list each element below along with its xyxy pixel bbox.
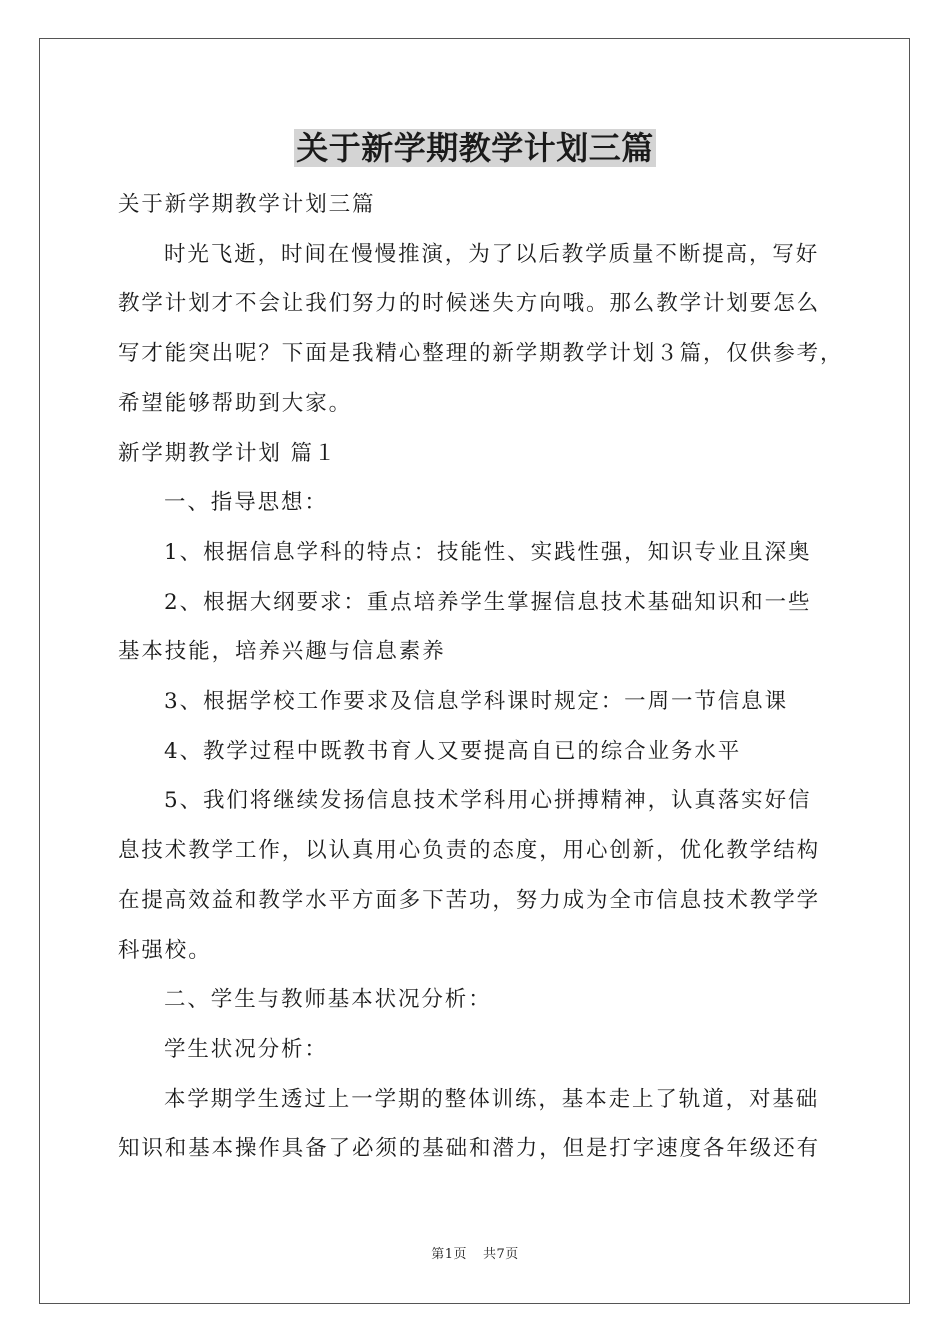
body-line: 本学期学生透过上一学期的整体训练，基本走上了轨道，对基础 <box>164 1086 820 1112</box>
body-line: 基本技能，培养兴趣与信息素养 <box>118 639 446 665</box>
body-line: 1、根据信息学科的特点：技能性、实践性强，知识专业且深奥 <box>164 539 812 565</box>
body-line: 新学期教学计划 篇１ <box>118 440 338 466</box>
document-body <box>118 180 844 1174</box>
body-line: 科强校。 <box>118 937 212 963</box>
document-title <box>0 126 950 170</box>
body-line: 5、我们将继续发扬信息技术学科用心拼搏精神，认真落实好信 <box>164 788 812 814</box>
body-line: 在提高效益和教学水平方面多下苦功，努力成为全市信息技术教学学 <box>118 887 821 913</box>
body-line: 学生状况分析： <box>164 1036 328 1062</box>
body-line: 4、教学过程中既教书育人又要提高自已的综合业务水平 <box>164 738 742 764</box>
body-line: 息技术教学工作，以认真用心负责的态度，用心创新，优化教学结构 <box>118 838 821 864</box>
body-line: 时光飞逝，时间在慢慢推演，为了以后教学质量不断提高，写好 <box>164 241 820 267</box>
page-total: 共7页 <box>483 1247 519 1262</box>
document-title-text: 关于新学期教学计划三篇 <box>296 129 654 167</box>
body-line: 2、根据大纲要求：重点培养学生掌握信息技术基础知识和一些 <box>164 589 812 615</box>
page-number: 第1页 <box>431 1247 467 1262</box>
body-line: 二、学生与教师基本状况分析： <box>164 987 492 1013</box>
body-line: 一、指导思想： <box>164 490 328 516</box>
body-line: 教学计划才不会让我们努力的时候迷失方向哦。那么教学计划要怎么 <box>118 291 821 317</box>
page-footer <box>0 1245 950 1265</box>
body-line: 知识和基本操作具备了必须的基础和潜力，但是打字速度各年级还有 <box>118 1136 821 1162</box>
body-line: 3、根据学校工作要求及信息学科课时规定：一周一节信息课 <box>164 689 788 715</box>
body-line: 写才能突出呢？下面是我精心整理的新学期教学计划３篇，仅供参考， <box>118 341 844 367</box>
body-line: 希望能够帮助到大家。 <box>118 390 353 416</box>
body-line: 关于新学期教学计划三篇 <box>118 192 376 217</box>
